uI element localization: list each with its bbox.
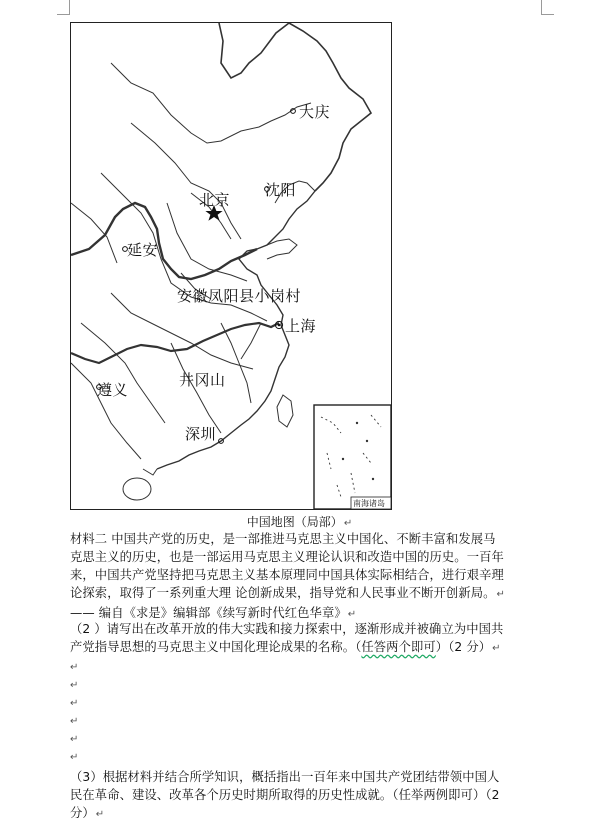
inset-label-south-china-sea: 南海诸岛	[353, 499, 385, 508]
northern-border	[219, 23, 289, 78]
blank-line-3: ↵	[70, 698, 79, 709]
china-map-figure	[70, 22, 392, 510]
yellow-river	[71, 203, 257, 279]
question-2-line-1: （2 ）请写出在改革开放的伟大实践和接力探索中，逐渐形成并被确立为中国共	[70, 622, 504, 636]
city-label-shanghai: 上海	[285, 317, 317, 335]
question-3	[70, 768, 590, 824]
material-two-paragraph	[70, 530, 590, 624]
question-2	[70, 620, 590, 658]
city-label-jinggangshan: 井冈山	[179, 371, 226, 389]
south-china-sea-inset	[314, 405, 391, 509]
question-3-line-1: （3）根据材料并结合所学知识，概括指出一百年来中国共产党团结带领中国人	[70, 770, 500, 784]
city-label-shenyang: 沈阳	[265, 181, 297, 199]
map-caption	[0, 513, 599, 530]
blank-line-6: ↵	[70, 752, 79, 763]
question-3-line-3: 分）↵	[70, 806, 105, 820]
page-corner-mark-left	[57, 0, 70, 15]
city-label-xiaogang: 安徽凤阳县小岗村	[177, 287, 302, 305]
question-3-line-2: 民在革命、建设、改革各个历史时期所取得的历史性成就。（任举两例即可）（2	[70, 788, 500, 802]
china-map-drawing	[71, 23, 391, 509]
question-2-line-2: 产党指导思想的马克思主义中国化理论成果的名称。（任答两个即可）（2 分）↵	[70, 640, 501, 654]
city-label-zunyi: 遵义	[97, 381, 129, 399]
blank-line-5: ↵	[70, 734, 79, 745]
page-corner-mark-right	[541, 0, 554, 15]
material-source: —— 编自《求是》编辑部《续写新时代红色华章》↵	[70, 606, 357, 620]
material-line-4: 论探索，取得了一系列重大理 论创新成果，指导党和人民事业不断开创新局。↵	[70, 586, 505, 600]
material-line-2: 克思主义的历史，也是一部运用马克思主义理论认识和改造中国的历史。一百年	[70, 550, 504, 564]
city-label-yanan: 延安	[127, 241, 159, 259]
paragraph-mark: ↵	[343, 518, 353, 529]
taiwan-island	[277, 395, 293, 427]
map-caption-text: 中国地图（局部）	[246, 515, 343, 529]
blank-line-1: ↵	[70, 662, 79, 673]
yangtze-river	[71, 323, 279, 363]
blank-line-2: ↵	[70, 680, 79, 691]
material-line-3: 来，中国共产党坚持把马克思主义基本原理同中国具体实际相结合，进行艰辛理	[70, 568, 504, 582]
shandong-peninsula	[267, 239, 297, 259]
city-label-daqing: 大庆	[299, 103, 331, 121]
hainan-island	[123, 478, 151, 500]
city-label-beijing: 北京	[199, 191, 231, 209]
city-label-shenzhen: 深圳	[185, 425, 217, 443]
blank-line-4: ↵	[70, 716, 79, 727]
material-line-1: 材料二 中国共产党的历史，是一部推进马克思主义中国化、不断丰富和发展马	[70, 532, 496, 546]
